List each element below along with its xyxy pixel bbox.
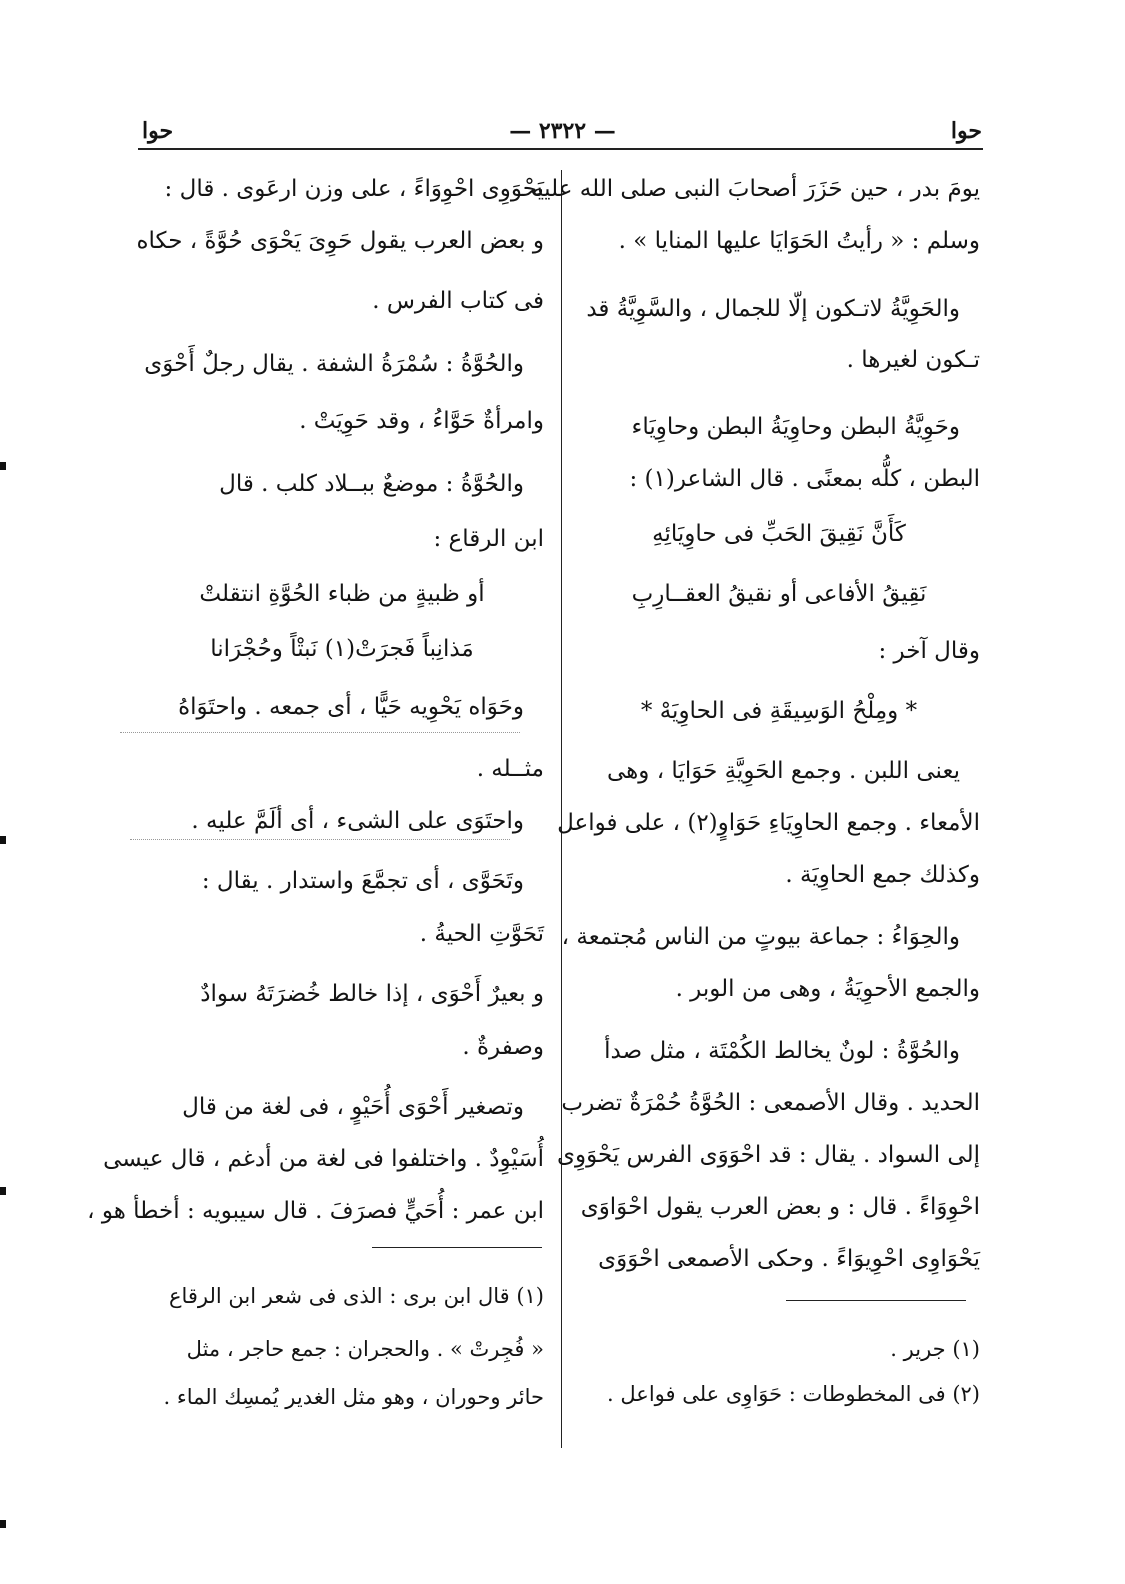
footnote-rule (786, 1300, 966, 1301)
scan-edge-mark (0, 1187, 6, 1195)
left-line: و بعض العرب يقول حَوِىَ يَحْوَى حُوَّةً ، حكاه (136, 228, 544, 254)
header-left-word: حوا (142, 118, 174, 144)
scan-edge-mark (0, 1520, 6, 1528)
left-line: فى كتاب الفرس . (372, 288, 544, 314)
left-line: وحَوَاه يَحْوِيه حَيًّا ، أى جمعه . واحتَوَاهُ (178, 694, 524, 720)
left-line: والحُوَّةُ : موضعٌ ببــلاد كلب . قال (219, 471, 524, 497)
left-footnote: « فُجِرتْ » . والحجران : جمع حاجر ، مثل (186, 1337, 544, 1361)
left-verse-line: أو ظبيةٍ من ظباء الحُوَّةِ انتقلتْ (199, 581, 485, 607)
scan-edge-mark (0, 836, 6, 844)
dotted-rule (130, 839, 510, 840)
right-footnote: (١) جرير . (890, 1337, 980, 1361)
left-verse-line: مَذانِباً فَجرَتْ(١) نَبتْاً وحُجْرَانا (210, 636, 474, 662)
right-line: والحِوَاءُ : جماعة بيوتٍ من الناس مُجتمعة ، (561, 924, 960, 950)
right-footnote: (٢) فى المخطوطات : حَوَاوِى على فواعل . (607, 1382, 980, 1406)
left-line: واحتَوَى على الشىء ، أى ألَمَّ عليه . (191, 808, 524, 834)
right-line: الأمعاء . وجمع الحاوِيَاءِ حَوَاوٍ(٢) ، على فواعل (557, 810, 980, 836)
left-line: مثــله . (476, 756, 544, 782)
left-column (87, 172, 544, 1452)
right-line: وحَوِيَّةُ البطن وحاوِيَةُ البطن وحاوِيَاء (631, 414, 960, 440)
left-footnote: (١) قال ابن برى : الذى فى شعر ابن الرقاع (168, 1284, 544, 1308)
right-line: وقال آخر : (878, 638, 980, 664)
left-line: والحُوَّةُ : سُمْرَةُ الشفة . يقال رجلٌ أَحْوَى (144, 351, 524, 377)
right-line: وكذلك جمع الحاوِيَة . (785, 862, 980, 888)
right-verse-line: كَأَنَّ نَقِيقَ الحَبِّ فى حاوِيَائِهِ (652, 521, 906, 547)
right-verse-line: * ومِلْحُ الوَسِيقَةِ فى الحاوِيَهْ * (640, 698, 918, 724)
footnote-rule (372, 1247, 542, 1248)
scan-edge-mark (0, 462, 6, 470)
right-line: البطن ، كلُّه بمعنًى . قال الشاعر(١) : (629, 466, 980, 492)
right-verse-line: نَقِيقُ الأفاعى أو نقيقُ العقــارِبِ (631, 581, 927, 607)
left-line: وامرأةٌ حَوَّاءُ ، وقد حَوِيَتْ . (299, 408, 544, 434)
right-column (531, 172, 980, 1452)
header-right-word: حوا (950, 118, 982, 144)
left-line: وصفرةٌ . (462, 1034, 544, 1060)
dotted-rule (120, 732, 520, 733)
left-line: تَحَوَّتِ الحيةُ . (419, 921, 544, 947)
right-line: والحَوِيَّةُ لاتـكون إلّا للجمال ، والسَّوِيَّةُ قد (586, 296, 960, 322)
left-footnote: حائر وحوران ، وهو مثل الغدير يُمسِك الماء . (163, 1385, 544, 1409)
right-line: يَحْوَاوِى احْوِيوَاءً . وحكى الأصمعى احْوَوَى (598, 1246, 980, 1272)
right-line: والجمع الأحوِيَةُ ، وهى من الوبر . (675, 976, 980, 1002)
right-line: احْوِوَاءً . قال : و بعض العرب يقول احْوَاوَى (580, 1194, 980, 1220)
right-line: يعنى اللبن . وجمع الحَوِيَّةِ حَوَايَا ، وهى (606, 758, 960, 784)
right-line: إلى السواد . يقال : قد احْوَوَى الفرس يَحْوَوِى (556, 1142, 980, 1168)
right-line: يومَ بدر ، حين حَزَرَ أصحابَ النبى صلى الله عليه (531, 176, 980, 202)
right-line: تـكون لغيرها . (846, 347, 980, 373)
left-line: و بعيرٌ أَحْوَى ، إذا خالط خُضرَتَهُ سوادٌ (200, 981, 544, 1007)
right-line: والحُوَّةُ : لونٌ يخالط الكُمْتَة ، مثل صدأ (604, 1038, 960, 1064)
left-line: ابن عمر : أُحَيٍّ فصرَفَ . قال سيبويه : أخطأ هو ، (87, 1198, 544, 1224)
right-line: وسلم : « رأيتُ الحَوَايَا عليها المنايا » . (618, 228, 980, 254)
left-line: وتَحَوَّى ، أى تجمَّعَ واستدار . يقال : (201, 868, 524, 894)
right-line: الحديد . وقال الأصمعى : الحُوَّةُ حُمْرَةٌ تضرب (561, 1090, 980, 1116)
left-line: وتصغير أَحْوَى أُحَيْوٍ ، فى لغة من قال (182, 1094, 524, 1120)
page-number: — ٢٣٢٢ — (509, 118, 616, 144)
header-rule (138, 148, 983, 150)
left-line: يَحْوَوِى احْوِوَاءً ، على وزن ارعَوى . قال : (164, 176, 544, 202)
left-line: أُسَيْوِدٌ . واختلفوا فى لغة من أدغم ، قال عيسى (103, 1146, 544, 1172)
left-line: ابن الرقاع : (433, 526, 544, 552)
